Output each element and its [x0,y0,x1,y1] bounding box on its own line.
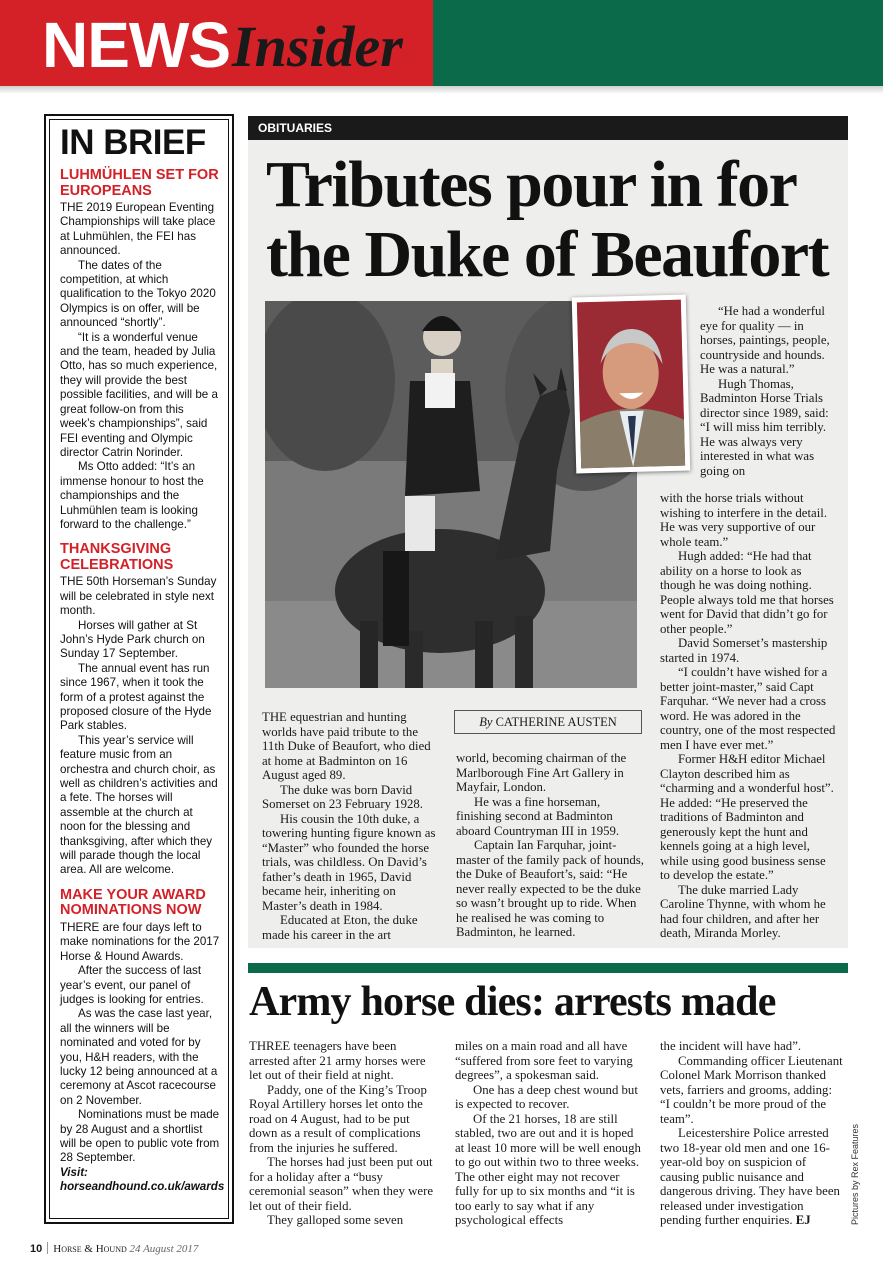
brief-paragraph: THE 50th Horseman’s Sunday will be celebrated in style next month. [60,575,217,618]
article-paragraph: Educated at Eton, the duke made his career in the art [262,913,418,942]
headline-line: Tributes pour in for [266,148,797,221]
obituary-column-2 [456,751,644,940]
article-paragraph: His cousin the 10th duke, a towering hunting figure known as “Master” who founded the horse trials, was childless. On David’s father’s death in 1965, David became heir, inheriting on Master’s death in 1984. [262,811,436,913]
brief-paragraph: After the success of last year’s event, our panel of judges is looking for entries. [60,964,204,1006]
brief-paragraph: The dates of the competition, at which qualification to the Tokyo 2020 Olympics is on offer, will be announced “shortly”. [60,258,216,330]
header-shadow [0,86,883,94]
article-paragraph: Of the 21 horses, 18 are still stabled, two are out and it is hoped at least 10 more will be well enough to go out within two to three weeks. The other eight may not recover fully for up to six months and “it is too early to say what if any psychological effects [455,1111,641,1227]
article-paragraph: The duke married Lady Caroline Thynne, with whom he had four children, and after her death, Miranda Morley. [660,882,826,940]
brief-paragraph: Ms Otto added: “It’s an immense honour to host the championships and the Luhmühlen team is looking forward to the challenge.” [60,460,204,531]
in-brief-title: IN BRIEF [60,123,206,162]
article-text: Leicestershire Police arrested two 18-year old men and one 16-year-old boy on suspicion of causing public nuisance and dangerous driving. They have been released under investigation pending further enquiries. [660,1126,840,1227]
awards-link[interactable]: Visit: horseandhound.co.uk/awards [60,1165,225,1194]
army-headline: Army horse dies: arrests made [249,979,776,1025]
article-paragraph [660,1126,844,1228]
article-paragraph: Captain Ian Farquhar, joint-master of the family pack of hounds, the Duke of Beaufort’s, said: “He never really expected to be the duke so wasn’t brought up to ride. When he realised he was coming to Badminton, he learned. [456,838,644,939]
article-paragraph: “He had a wonderful eye for quality — in horses, paintings, people, countryside and hounds. He was a natural.” [700,304,830,376]
article-paragraph: miles on a main road and all have “suffered from sore feet to varying degrees”, a spokesman said. [455,1039,633,1082]
section-divider [248,963,848,973]
article-paragraph: with the horse trials without wishing to interfere in the detail. He was very supportive of our whole team.” [660,491,828,549]
obituary-column-3 [660,491,838,941]
brief-heading: MAKE YOUR AWARD NOMINATIONS NOW [60,886,206,919]
article-paragraph: They galloped some seven [267,1213,404,1227]
article-paragraph: world, becoming chairman of the Marlborough Fine Art Gallery in Mayfair, London. [456,751,627,794]
brief-paragraph: “It is a wonderful venue and the team, headed by Julia Otto, has so much experience, they will provide the best possible facilities, and will be a great follow-on from this week’s championships”, said FEI eventing and Olympic director Catrin Norinder. [60,330,218,459]
in-brief-column [60,122,225,1195]
brief-heading: THANKSGIVING CELEBRATIONS [60,541,174,573]
article-paragraph: One has a deep chest wound but is expected to recover. [455,1082,638,1111]
page-footer [30,1242,198,1256]
portrait-illustration [577,300,685,469]
footer-divider [47,1242,48,1254]
section-title-insider: Insider [232,14,403,79]
article-paragraph: Hugh added: “He had that ability on a horse to look as though he was doing nothing. People always told me that horses went for David that didn’t go for other people.” [660,549,834,636]
obituary-headline [266,150,846,290]
army-column-2 [455,1039,645,1228]
issue-date: 24 August 2017 [129,1243,199,1255]
brief-heading: LUHMÜHLEN SET FOR EUROPEANS [60,167,219,199]
article-paragraph: Commanding officer Lieutenant Colonel Mark Morrison thanked vets, farriers and grooms, adding: “I couldn’t be more proud of the team”. [660,1053,843,1126]
article-paragraph: Paddy, one of the King’s Troop Royal Artillery horses let onto the road on 4 August, had to be put down as a result of complications from the injuries he suffered. [249,1082,427,1155]
section-title-news: NEWS [42,9,230,81]
article-paragraph: Hugh Thomas, Badminton Horse Trials director since 1989, said: “I will miss him terribly. He was always very interested in what was going on [700,376,829,478]
section-label: OBITUARIES [258,121,333,135]
article-paragraph: “I couldn’t have wished for a better joint-master,” said Capt Farquhar. “We never had a cross word. He was adored in the country, one of the most respected men I have ever met.” [660,665,836,752]
page-number: 10 [30,1243,43,1255]
magazine-name: Horse & Hound [53,1243,127,1255]
article-paragraph: He was a fine horseman, finishing second at Badminton aboard Countryman III in 1959. [456,794,620,838]
article-paragraph: The duke was born David Somerset on 23 February 1928. [262,782,424,811]
author-initials: EJ [795,1213,811,1227]
headline-line: the Duke of Beaufort [266,218,829,291]
brief-paragraph: THE 2019 European Eventing Championships will take place at Luhmühlen, the FEI has announced. [60,201,216,258]
header-banner-green [433,0,883,86]
byline-author: CATHERINE AUSTEN [495,715,617,729]
article-paragraph: David Somerset’s mastership started in 1974. [660,636,828,665]
byline [454,710,642,734]
army-column-3 [660,1039,844,1228]
duke-portrait-photo [572,295,691,474]
article-paragraph: Former H&H editor Michael Clayton described him as “charming and a wonderful host”. He added: “He preserved the traditions of Badminton and generously kept the hunt and kennels going at a high level, while using good business sense to develop the estate.” [660,752,834,882]
byline-prefix: By [479,715,493,729]
obituary-column-3-top [700,304,836,478]
article-paragraph: the incident will have had”. [660,1039,802,1053]
article-paragraph: THREE teenagers have been arrested after 21 army horses were let out of their field at night. [249,1039,426,1082]
brief-paragraph: The annual event has run since 1967, when it took the form of a protest against the proposed closure of the Hyde Park stables. [60,661,212,733]
brief-paragraph: Nominations must be made by 28 August and a shortlist will be open to public vote from 28 September. [60,1108,220,1165]
brief-paragraph: This year’s service will feature music from an orchestra and church choir, as well as children’s activities and a fete. The horses will assemble at the church at noon for the blessing and thanksgiving, after which they will parade though the local area. All are welcome. [60,733,218,877]
photo-credit: Pictures by Rex Features [850,1123,860,1225]
section-label-bar [248,116,848,140]
army-column-1 [249,1039,439,1228]
brief-paragraph: Horses will gather at St John’s Hyde Park church on Sunday 17 September. [60,618,205,661]
article-paragraph: The horses had just been put out for a holiday after a “busy ceremonial season” when they were let out of their field. [249,1155,434,1213]
obituary-column-1 [262,710,438,942]
article-paragraph: THE equestrian and hunting worlds have paid tribute to the 11th Duke of Beaufort, who died at home at Badminton on 16 August aged 89. [262,710,431,782]
portrait-image [577,300,685,469]
brief-paragraph: THERE are four days left to make nominations for the 2017 Horse & Hound Awards. [60,920,220,963]
brief-paragraph: As was the case last year, all the winners will be nominated and voted for by you, H&H readers, with the lucky 12 being announced at a ceremony at Ascot racecourse on 2 November. [60,1007,218,1107]
